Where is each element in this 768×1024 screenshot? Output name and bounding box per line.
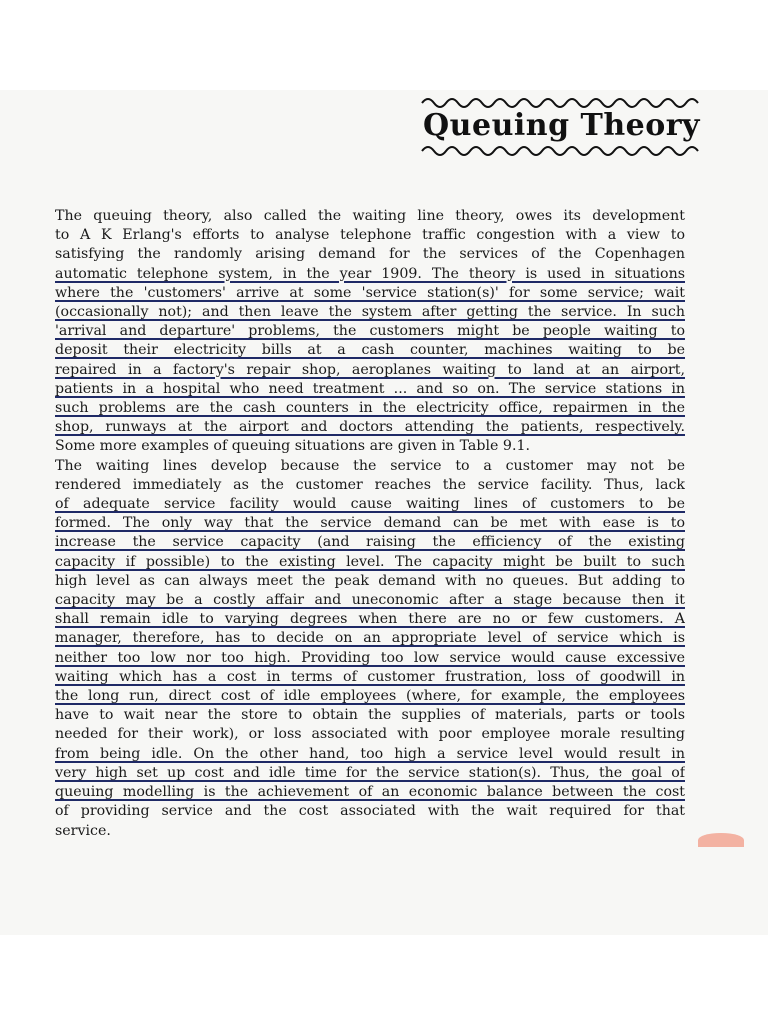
text-line: of providing service and the cost associated with the wait required for that <box>55 803 685 820</box>
title-block <box>420 96 700 166</box>
document-page <box>0 90 768 935</box>
underlined-text-line: very high set up cost and idle time for the service station(s). Thus, the goal of <box>55 764 685 781</box>
underlined-text-line: patients in a hospital who need treatment ... and so on. The service stations in <box>55 380 685 397</box>
paragraph-waiting-lines <box>55 457 685 841</box>
underlined-text-line: where the 'customers' arrive at some 'service station(s)' for some service; wait <box>55 284 685 301</box>
title-squiggle-bottom <box>420 144 700 158</box>
underlined-text-line: shop, runways at the airport and doctors attending the patients, respectively. <box>55 419 685 436</box>
underlined-text-line: deposit their electricity bills at a cash counter, machines waiting to be <box>55 342 685 359</box>
underlined-text-line: repaired in a factory's repair shop, aeroplanes waiting to land at an airport, <box>55 361 685 378</box>
underlined-text-line: capacity may be a costly affair and uneconomic after a stage because then it <box>55 592 685 609</box>
text-line: satisfying the randomly arising demand for the services of the Copenhagen <box>55 246 685 263</box>
underlined-text-line: queuing modelling is the achievement of an economic balance between the cost <box>55 784 685 801</box>
page-corner-smudge <box>698 833 744 847</box>
underlined-text-line: capacity if possible) to the existing level. The capacity might be built to such <box>55 553 685 570</box>
text-line: have to wait near the store to obtain the supplies of materials, parts or tools <box>55 707 685 724</box>
underlined-text-line: of adequate service facility would cause waiting lines of customers to be <box>55 496 685 513</box>
underlined-text-line: from being idle. On the other hand, too high a service level would result in <box>55 745 685 762</box>
text-line: rendered immediately as the customer reaches the service facility. Thus, lack <box>55 476 685 493</box>
underlined-text-line: (occasionally not); and then leave the system after getting the service. In such <box>55 304 685 321</box>
text-line: Some more examples of queuing situations are given in Table 9.1. <box>55 438 530 455</box>
text-line: needed for their work), or loss associated with poor employee morale resulting <box>55 726 685 743</box>
text-line: The waiting lines develop because the service to a customer may not be <box>55 457 685 474</box>
paragraph-intro <box>55 207 685 457</box>
underlined-text-line: increase the service capacity (and raising the efficiency of the existing <box>55 534 685 551</box>
underlined-text-line: shall remain idle to varying degrees when there are no or few customers. A <box>55 611 685 628</box>
underlined-text-line: waiting which has a cost in terms of customer frustration, loss of goodwill in <box>55 668 685 685</box>
underlined-text-line: formed. The only way that the service demand can be met with ease is to <box>55 515 685 532</box>
text-line: The queuing theory, also called the waiting line theory, owes its development <box>55 208 685 224</box>
underlined-text-line: neither too low nor too high. Providing too low service would cause excessive <box>55 649 685 666</box>
text-line: service. <box>55 822 111 839</box>
text-line: high level as can always meet the peak demand with no queues. But adding to <box>55 572 685 589</box>
underlined-text-line: automatic telephone system, in the year 1909. The theory is used in situations <box>55 265 685 282</box>
underlined-text-line: the long run, direct cost of idle employees (where, for example, the employees <box>55 688 685 705</box>
underlined-text-line: 'arrival and departure' problems, the customers might be people waiting to <box>55 323 685 340</box>
underlined-text-line: such problems are the cash counters in the electricity office, repairmen in the <box>55 400 685 417</box>
page-title: Queuing Theory <box>423 108 700 143</box>
body-text <box>55 207 685 841</box>
text-line: to A K Erlang's efforts to analyse telephone traffic congestion with a view to <box>55 227 685 244</box>
underlined-text-line: manager, therefore, has to decide on an appropriate level of service which is <box>55 630 685 647</box>
